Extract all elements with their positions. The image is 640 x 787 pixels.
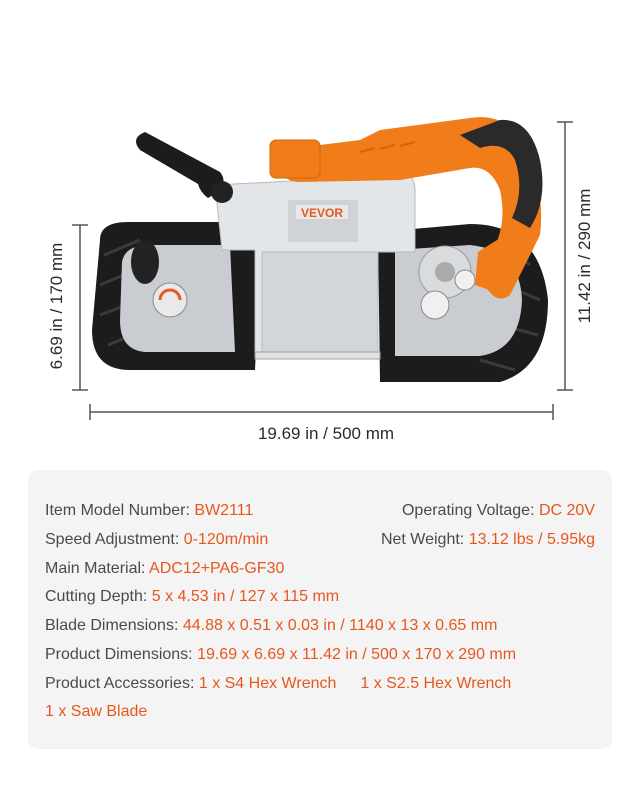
spec-label: Cutting Depth: [45,588,152,605]
spec-voltage [402,501,595,521]
dimension-height-right: 11.42 in / 290 mm [575,188,594,324]
spec-blade [45,616,497,636]
spec-value: 19.69 x 6.69 x 11.42 in / 500 x 170 x 290 mm [197,646,517,663]
spec-value: DC 20V [538,502,595,519]
spec-value: 5 x 4.53 in / 127 x 115 mm [151,588,340,605]
spec-label: Product Accessories: [45,675,199,692]
spec-accessories-cont [45,702,147,722]
brand-logo: VEVOR [300,206,344,220]
accessory-item: 1 x Saw Blade [45,703,148,720]
spec-product-dimensions [45,645,516,665]
spec-label: Operating Voltage: [401,502,539,519]
accessory-item: 1 x S2.5 Hex Wrench [360,675,512,692]
dimension-height-left: 6.69 in / 170 mm [47,242,66,370]
spec-model [45,501,253,521]
dimension-width-bottom: 19.69 in / 500 mm [257,424,395,443]
spec-weight [381,530,595,550]
spec-accessories [45,674,511,694]
spec-value: BW2111 [194,502,254,519]
spec-value: 13.12 lbs / 5.95kg [468,531,595,548]
spec-label: Blade Dimensions: [45,617,183,634]
spec-label: Net Weight: [380,531,469,548]
spec-speed [45,530,268,550]
spec-label: Product Dimensions: [45,646,198,663]
spec-value: 44.88 x 0.51 x 0.03 in / 1140 x 13 x 0.65 mm [182,617,498,634]
spec-label: Item Model Number: [45,502,195,519]
spec-value: ADC12+PA6-GF30 [149,560,285,577]
spec-depth [45,587,339,607]
spec-value: 0-120m/min [183,531,269,548]
band-saw [92,117,548,382]
spec-label: Speed Adjustment: [45,531,184,548]
accessory-item: 1 x S4 Hex Wrench [198,675,337,692]
spec-panel [28,470,612,749]
spec-label: Main Material: [45,560,150,577]
spec-material [45,559,284,579]
